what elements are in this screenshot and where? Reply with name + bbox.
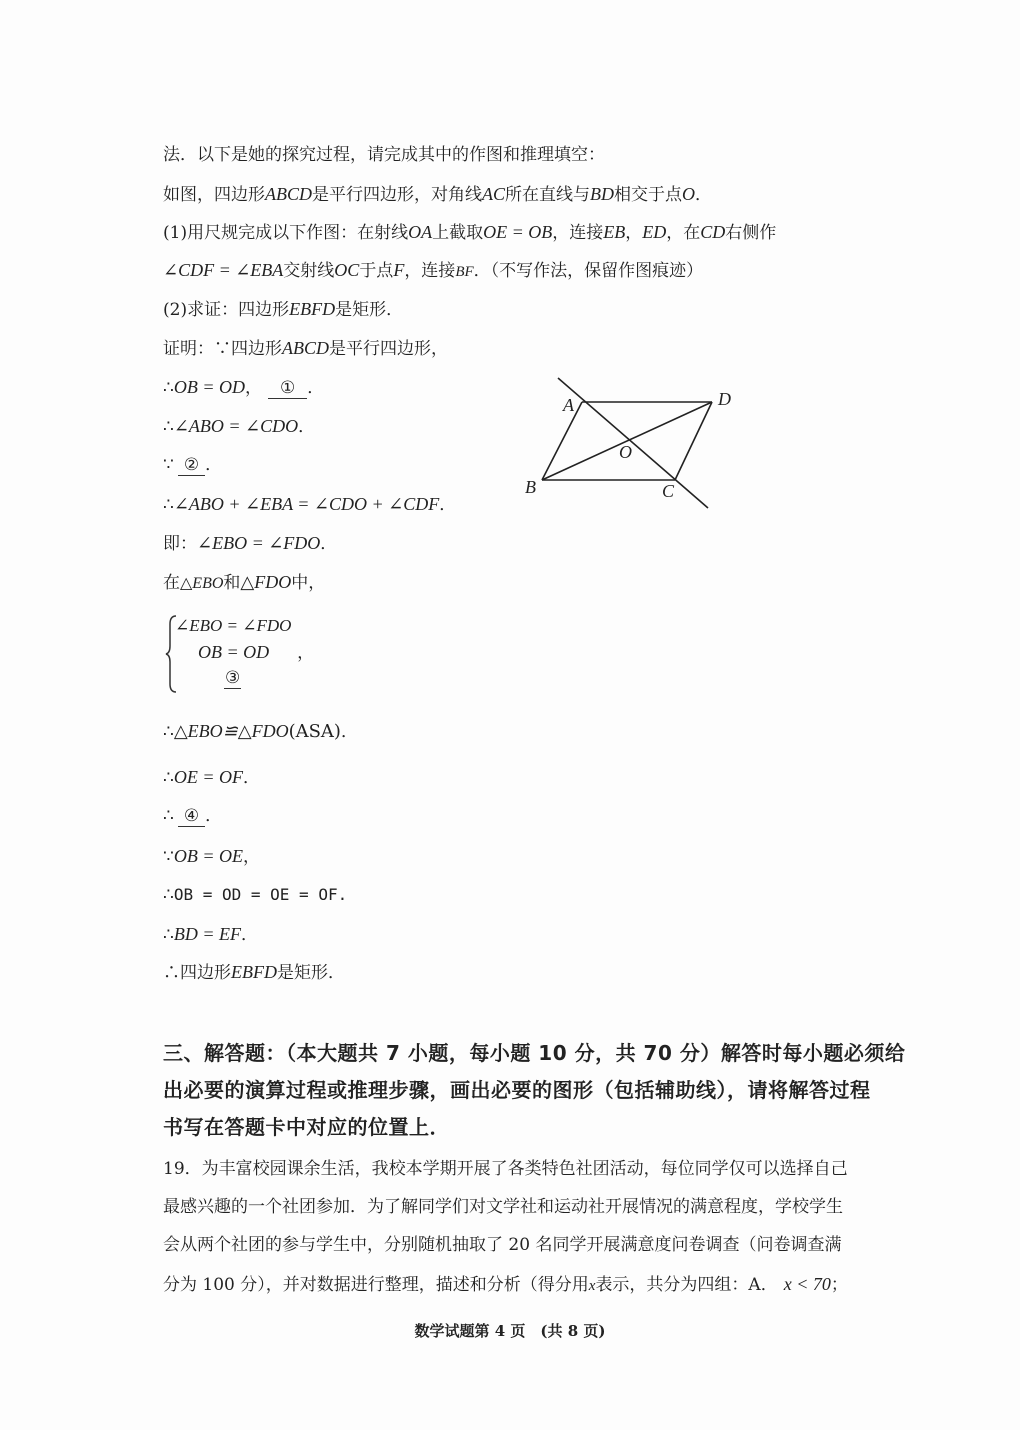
question-19-line [163, 1273, 848, 1297]
text: ∴四边形 [163, 963, 231, 983]
text: 所在直线与 [505, 185, 591, 205]
question-19-line: 最感兴趣的一个社团参加．为了解同学们对文学社和运动社开展情况的满意程度，学校学生 [163, 1197, 843, 1217]
text-line [163, 571, 325, 595]
text-line [163, 454, 222, 476]
math: BD [590, 184, 615, 204]
math: △EBO≌△FDO [173, 721, 289, 741]
edge-ab [542, 402, 582, 480]
math: CD [700, 222, 726, 242]
math: △EBO [180, 575, 224, 592]
text-line [163, 493, 456, 516]
text: ． [320, 534, 338, 554]
text: ∴ [163, 722, 174, 742]
text: 如图，四边形 [163, 185, 265, 205]
label-a: A [563, 395, 574, 415]
text: 即： [163, 534, 197, 554]
text-line [163, 845, 260, 868]
math: OB = OE [173, 846, 243, 866]
math: OE = OB [483, 222, 553, 242]
math: ∠ABO = ∠CDO [173, 416, 299, 436]
text-line [163, 259, 703, 283]
text-line [163, 337, 448, 360]
text: ． [205, 455, 223, 475]
label-b: B [525, 477, 536, 497]
math: OC [334, 260, 360, 280]
math: BF [455, 264, 474, 280]
text: ∵ [163, 847, 174, 867]
text: 交射线 [283, 261, 335, 281]
text: ∴ [163, 885, 174, 905]
math: EBFD [231, 962, 277, 982]
text: 于点 [359, 261, 394, 281]
math: EB [603, 222, 626, 242]
text-line [163, 766, 260, 789]
blank-3: ③ [225, 668, 241, 688]
text: ∴ [163, 495, 174, 515]
text: 法．以下是她的探究过程，请完成其中的作图和推理填空： [163, 145, 605, 165]
label-c: C [662, 481, 675, 501]
text: ， [625, 223, 643, 243]
text: 和 [223, 573, 241, 593]
text: 是平行四边形， [329, 339, 448, 359]
text: ∴ [163, 806, 174, 826]
math: △FDO [240, 572, 292, 592]
text: ∴ [163, 768, 174, 788]
text: ， [242, 847, 260, 867]
math: OB = OD [173, 377, 245, 397]
text: 中， [291, 573, 326, 593]
text: 是矩形． [276, 963, 345, 983]
math: ABCD [282, 338, 329, 358]
text-line [163, 298, 403, 321]
math: ABCD [265, 184, 312, 204]
text: ∴ [163, 417, 174, 437]
text-line [163, 532, 337, 555]
text: ， [297, 643, 315, 663]
section-heading-line: 出必要的演算过程或推理步骤，画出必要的图形（包括辅助线），请将解答过程 [163, 1078, 871, 1102]
text: 分为 100 分），并对数据进行整理，描述和分析（得分用 [163, 1275, 589, 1295]
text: 是平行四边形，对角线 [312, 185, 482, 205]
text: ，在 [666, 223, 701, 243]
text-line [163, 805, 222, 827]
equation-1: ∠EBO = ∠FDO [175, 616, 292, 635]
math: OB = OD = OE = OF. [173, 885, 348, 904]
text: 表示，共分为四组：A． [595, 1275, 778, 1295]
text: ． [240, 925, 258, 945]
math: EBFD [289, 299, 336, 319]
parallelogram-figure [500, 370, 760, 520]
edge-cd [675, 402, 712, 480]
section-heading-line: 三、解答题：（本大题共 7 小题，每小题 10 分，共 70 分）解答时每小题必须给 [163, 1041, 906, 1065]
text-line [163, 144, 605, 166]
text: ． [298, 417, 316, 437]
text: ，连接 [552, 223, 604, 243]
math: ∠CDF = ∠EBA [163, 260, 284, 280]
text: ． [205, 806, 223, 826]
equation-3 [224, 667, 241, 689]
math: x [588, 1278, 596, 1294]
line-ac [558, 378, 708, 508]
text: ， [244, 378, 262, 398]
text: ，连接 [404, 261, 456, 281]
text-line [163, 961, 345, 984]
math: x < 70 [783, 1274, 831, 1294]
label-d: D [718, 389, 731, 409]
text: ． [340, 722, 358, 742]
blank-1: ① [268, 378, 307, 399]
label-o: O [619, 442, 632, 462]
question-19-line: 会从两个社团的参与学生中，分别随机抽取了 20 名同学开展满意度问卷调查（问卷调查满 [163, 1235, 842, 1255]
page-footer: 数学试题第 4 页 (共 8 页) [414, 1322, 606, 1340]
math: OB = OD [198, 642, 270, 662]
blank-4: ④ [178, 806, 205, 827]
text-line [163, 923, 258, 946]
math: OA [408, 222, 433, 242]
text: (1)用尺规完成以下作图：在射线 [163, 223, 409, 243]
text: ． [695, 185, 713, 205]
text: ． [307, 378, 325, 398]
equation-2 [198, 641, 314, 664]
blank-2: ② [178, 455, 205, 476]
question-19-line: 19．为丰富校园课余生活，我校本学期开展了各类特色社团活动，每位同学仅可以选择自己 [163, 1159, 848, 1179]
text: (2)求证：四边形 [163, 300, 290, 320]
text-line [163, 720, 358, 743]
text-line [163, 221, 776, 244]
text: 相交于点 [614, 185, 683, 205]
text: ． [242, 768, 260, 788]
math: O [682, 184, 696, 204]
math: ∠ABO + ∠EBA = ∠CDO + ∠CDF [173, 494, 440, 514]
text: ； [830, 1275, 848, 1295]
text: ∵ [163, 455, 174, 475]
text-line [163, 183, 712, 206]
text: 上截取 [432, 223, 484, 243]
math: ∠EBO = ∠FDO [197, 533, 321, 553]
math: AC [482, 184, 506, 204]
text: 证明：∵四边形 [163, 339, 282, 359]
text: 在 [163, 573, 180, 593]
text: ． [439, 495, 457, 515]
math: OE = OF [173, 767, 243, 787]
math: ED [642, 222, 667, 242]
text-line [163, 884, 347, 906]
text: ．（不写作法，保留作图痕迹） [473, 261, 704, 281]
text: ∴ [163, 378, 174, 398]
text: (ASA) [288, 721, 341, 742]
math: F [393, 260, 405, 280]
math: BD = EF [173, 924, 241, 944]
section-heading-line: 书写在答题卡中对应的位置上． [163, 1115, 450, 1139]
text: 是矩形． [335, 300, 404, 320]
text-line [163, 376, 324, 399]
text: 右侧作 [725, 223, 777, 243]
text: ∴ [163, 925, 174, 945]
text-line [163, 415, 315, 438]
